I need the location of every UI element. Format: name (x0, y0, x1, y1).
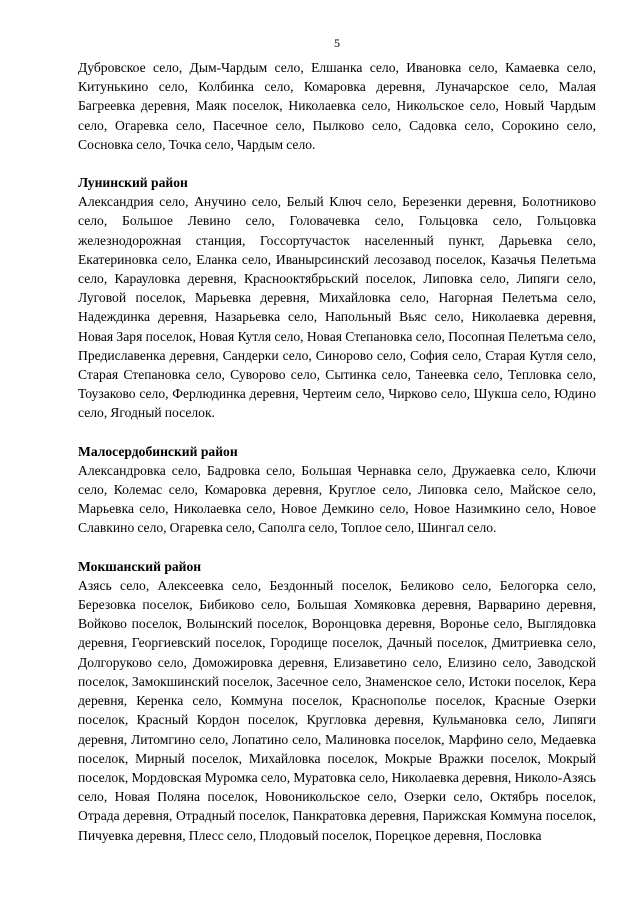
section-heading-maloserdobinsky: Малосердобинский район (78, 443, 238, 459)
section-heading-mokshansky: Мокшанский район (78, 558, 202, 574)
document-page (78, 36, 596, 845)
section-paragraph-continued: Дубровское село, Дым-Чардым село, Елшанка село, Ивановка село, Камаевка село, Китунькино село, Колбинка село, Комаровка деревня, Луначарское село, Малая Багреевка деревня, Маяк поселок, Николаевка село, Никольское село, Новый Чардым село, Огаревка село, Пасечное село, Пылково село, Садовка село, Сорокино село, Сосновка село, Точка село, Чардым село. (78, 60, 596, 152)
section-paragraph-lunino: Александрия село, Анучино село, Белый Ключ село, Березенки деревня, Болотниково село, Большое Левино село, Головачевка село, Гольцовка село, Гольцовка железнодорожная станция, Госсортучасток населенный пункт, Дарьевка село, Екатериновка село, Еланка село, Иванырсинский лесозавод поселок, Казачья Пелетьма село, Карауловка деревня, Краснооктябрьский поселок, Липовка село, Липяги село, Луговой поселок, Марьевка деревня, Михайловка село, Нагорная Пелетьма село, Надеждинка деревня, Назарьевка село, Напольный Вьяс село, Николаевка деревня, Новая Заря поселок, Новая Кутля село, Новая Степановка село, Посопная Пелетьма село, Предиславенка деревня, Сандерки село, Синорово село, София село, Старая Кутля село, Старая Степановка село, Суворово село, Сытинка село, Танеевка село, Тепловка село, Тоузаково село, Ферлюдинка деревня, Чертеим село, Чирково село, Шукша село, Юдино село, Ягодный поселок. (78, 194, 596, 421)
section-paragraph-maloserdobinsky: Александровка село, Бадровка село, Большая Чернавка село, Дружаевка село, Ключи село, Колемас село, Комаровка деревня, Круглое село, Липовка село, Майское село, Марьевка село, Николаевка село, Новое Демкино село, Новое Назимкино село, Новое Славкино село, Огаревка село, Саполга село, Топлое село, Шингал село. (78, 462, 596, 536)
page-number: 5 (334, 36, 340, 50)
section-paragraph-mokshansky: Азясь село, Алексеевка село, Бездонный поселок, Беликово село, Белогорка село, Березовка поселок, Бибиково село, Большая Хомяковка деревня, Варварино деревня, Войково поселок, Волынский поселок, Воронцовка деревня, Воронье село, Выглядовка деревня, Георгиевский поселок, Городище поселок, Дачный поселок, Дмитриевка село, Долгоруково село, Доможировка деревня, Елизаветино село, Елизино село, Заводской поселок, Замокшинский поселок, Засечное село, Знаменское село, Истоки поселок, Кера деревня, Керенка село, Коммуна поселок, Краснополье поселок, Красные Озерки поселок, Красный Кордон поселок, Кругловка деревня, Кульмановка село, Липяги деревня, Литомгино село, Лопатино село, Малиновка поселок, Марфино село, Медаевка поселок, Мирный поселок, Михайловка поселок, Мокрые Вражки поселок, Мокрый поселок, Мордовская Муромка село, Муратовка село, Николаевка деревня, Николо-Азясь село, Новая Поляна поселок, Новоникольское село, Озерки село, Октябрь поселок, Отрада деревня, Отрадный поселок, Панкратовка деревня, Парижская Коммуна поселок, Пичуевка деревня, Плесс село, Плодовый поселок, Порецкое деревня, Пословка (78, 577, 596, 843)
section-gap (78, 423, 596, 442)
section-gap (78, 154, 596, 173)
section-heading-lunino: Лунинский район (78, 175, 188, 191)
section-gap (78, 538, 596, 557)
